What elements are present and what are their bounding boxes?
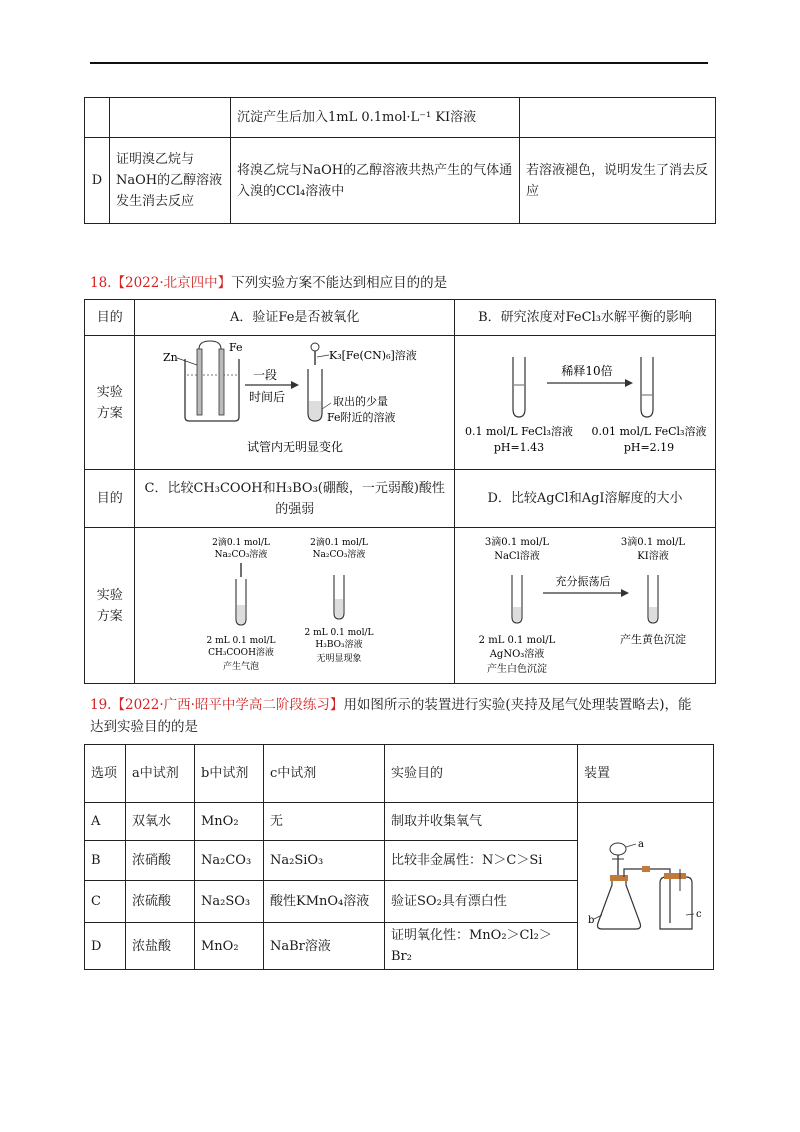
left-concentration: 0.1 mol/L FeCl₃溶液 bbox=[465, 424, 573, 438]
question-source: 【2022·广西·昭平中学高二阶段练习】 bbox=[111, 697, 344, 713]
scheme-label: 实验方案 bbox=[85, 528, 135, 684]
take-label-1: 取出的少量 bbox=[332, 394, 388, 408]
solution-label: H₃BO₃溶液 bbox=[315, 639, 363, 650]
q18-table bbox=[84, 299, 716, 684]
conclusion-cell: 若溶液褪色，说明发生了消去反应 bbox=[520, 138, 716, 224]
header-purpose: 实验目的 bbox=[385, 745, 578, 803]
question-text: 下列实验方案不能达到相应目的的是 bbox=[231, 275, 448, 291]
apparatus-cell bbox=[578, 803, 714, 970]
question-source: 【2022·北京四中】 bbox=[111, 275, 232, 291]
reagent-b-cell: Na₂SO₃ bbox=[195, 881, 264, 923]
option-d-title: D．比较AgCl和AgI溶解度的大小 bbox=[455, 470, 716, 528]
purpose-label: 目的 bbox=[85, 300, 135, 336]
stopper bbox=[610, 875, 628, 881]
option-cell: B bbox=[85, 841, 126, 881]
reagent-b-cell: MnO₂ bbox=[195, 923, 264, 970]
observation-label: 产生白色沉淀 bbox=[487, 663, 547, 675]
observation-label: 产生气泡 bbox=[222, 661, 259, 672]
option-cell: C bbox=[85, 881, 126, 923]
wash-bottle bbox=[660, 877, 692, 929]
reagent-label: K₃[Fe(CN)₆]溶液 bbox=[328, 348, 417, 362]
header-option: 选项 bbox=[85, 745, 126, 803]
header-a: a中试剂 bbox=[126, 745, 195, 803]
reagent-b-cell: Na₂CO₃ bbox=[195, 841, 264, 881]
arrow-bottom-text: 时间后 bbox=[248, 389, 285, 404]
fe-oxidation-diagram bbox=[145, 339, 445, 467]
question-number: 18. bbox=[90, 275, 112, 291]
take-label-2: Fe附近的溶液 bbox=[326, 410, 396, 424]
q19-table bbox=[84, 744, 714, 970]
separatory-funnel bbox=[610, 843, 626, 855]
label-a: a bbox=[637, 839, 644, 850]
wire bbox=[199, 341, 221, 349]
purpose-cell: 验证SO₂具有漂白性 bbox=[385, 881, 578, 923]
header-apparatus: 装置 bbox=[578, 745, 714, 803]
left-ph: pH=1.43 bbox=[493, 440, 545, 454]
dropper-bulb bbox=[311, 343, 319, 351]
option-label: D bbox=[85, 138, 110, 224]
q18-stem bbox=[90, 272, 447, 294]
prev-question-table bbox=[84, 97, 716, 224]
option-c-title: C．比较CH₃COOH和H₃BO₃(硼酸，一元弱酸)酸性的强弱 bbox=[135, 470, 455, 528]
zn-label: Zn bbox=[162, 350, 178, 364]
right-ph: pH=2.19 bbox=[623, 440, 675, 454]
solution-label: 2 mL 0.1 mol/L bbox=[206, 635, 276, 646]
option-cell: A bbox=[85, 803, 126, 841]
reagent-c-cell: NaBr溶液 bbox=[264, 923, 385, 970]
method-cell: 沉淀产生后加入1mL 0.1mol·L⁻¹ KI溶液 bbox=[231, 98, 520, 138]
test-tube-right bbox=[641, 357, 653, 417]
question-number: 19. bbox=[90, 697, 112, 713]
option-b-diagram bbox=[455, 336, 716, 470]
option-a-title: A．验证Fe是否被氧化 bbox=[135, 300, 455, 336]
reagent-label: 3滴0.1 mol/L bbox=[620, 536, 686, 548]
reagent-a-cell: 浓硝酸 bbox=[126, 841, 195, 881]
reagent-label: 2滴0.1 mol/L bbox=[211, 537, 270, 548]
arrow-text: 充分振荡后 bbox=[555, 574, 611, 588]
test-tube-left bbox=[513, 357, 525, 417]
observation-label: 产生黄色沉淀 bbox=[620, 632, 686, 646]
solution-label: 2 mL 0.1 mol/L bbox=[478, 634, 556, 646]
q19-stem bbox=[90, 694, 710, 738]
purpose-cell: 证明溴乙烷与NaOH的乙醇溶液发生消去反应 bbox=[110, 138, 231, 224]
right-concentration: 0.01 mol/L FeCl₃溶液 bbox=[591, 424, 707, 438]
reagent-c-cell: 酸性KMnO₄溶液 bbox=[264, 881, 385, 923]
reagent-label: Na₂CO₃溶液 bbox=[312, 549, 366, 560]
purpose-cell: 证明氧化性：MnO₂＞Cl₂＞Br₂ bbox=[385, 923, 578, 970]
header-b: b中试剂 bbox=[195, 745, 264, 803]
solution-label: CH₃COOH溶液 bbox=[207, 647, 274, 658]
reagent-c-cell: 无 bbox=[264, 803, 385, 841]
purpose-cell: 比较非金属性：N＞C＞Si bbox=[385, 841, 578, 881]
purpose-cell: 制取并收集氧气 bbox=[385, 803, 578, 841]
fe-label: Fe bbox=[228, 340, 243, 354]
zn-electrode bbox=[197, 349, 202, 415]
purpose-label: 目的 bbox=[85, 470, 135, 528]
option-c-diagram bbox=[135, 528, 455, 684]
beaker bbox=[185, 359, 239, 421]
method-cell: 将溴乙烷与NaOH的乙醇溶液共热产生的气体通入溴的CCl₄溶液中 bbox=[231, 138, 520, 224]
conical-flask bbox=[597, 877, 640, 929]
label-b: b bbox=[587, 915, 594, 926]
reagent-a-cell: 浓盐酸 bbox=[126, 923, 195, 970]
reagent-label: Na₂CO₃溶液 bbox=[214, 549, 268, 560]
question-text: 用如图所示的装置进行实验(夹持及尾气处理装置略去)，能 bbox=[343, 697, 692, 713]
reagent-label: NaCl溶液 bbox=[494, 550, 540, 562]
option-a-diagram bbox=[135, 336, 455, 470]
reagent-a-cell: 浓硫酸 bbox=[126, 881, 195, 923]
apparatus-diagram bbox=[586, 811, 706, 961]
arrow-top-text: 一段 bbox=[252, 367, 277, 382]
question-text: 达到实验目的的是 bbox=[90, 719, 198, 735]
result-text: 试管内无明显变化 bbox=[246, 439, 343, 454]
solubility-diagram bbox=[457, 531, 713, 681]
reagent-a-cell: 双氧水 bbox=[126, 803, 195, 841]
solution-label: AgNO₃溶液 bbox=[489, 648, 545, 660]
reagent-b-cell: MnO₂ bbox=[195, 803, 264, 841]
header-c: c中试剂 bbox=[264, 745, 385, 803]
reagent-label: 2滴0.1 mol/L bbox=[309, 537, 368, 548]
label-c: c bbox=[695, 909, 702, 920]
solution-label: 2 mL 0.1 mol/L bbox=[304, 627, 374, 638]
reagent-label: KI溶液 bbox=[637, 550, 669, 562]
header-rule bbox=[90, 62, 708, 64]
observation-label: 无明显现象 bbox=[316, 653, 362, 664]
table-row bbox=[85, 803, 714, 841]
fe-electrode bbox=[219, 349, 224, 415]
reagent-c-cell: Na₂SiO₃ bbox=[264, 841, 385, 881]
fecl3-dilution-diagram bbox=[457, 339, 713, 467]
option-d-diagram bbox=[455, 528, 716, 684]
acid-strength-diagram bbox=[145, 531, 445, 681]
option-cell: D bbox=[85, 923, 126, 970]
reagent-label: 3滴0.1 mol/L bbox=[484, 536, 550, 548]
option-b-title: B．研究浓度对FeCl₃水解平衡的影响 bbox=[455, 300, 716, 336]
arrow-text: 稀释10倍 bbox=[561, 363, 613, 378]
scheme-label: 实验方案 bbox=[85, 336, 135, 470]
